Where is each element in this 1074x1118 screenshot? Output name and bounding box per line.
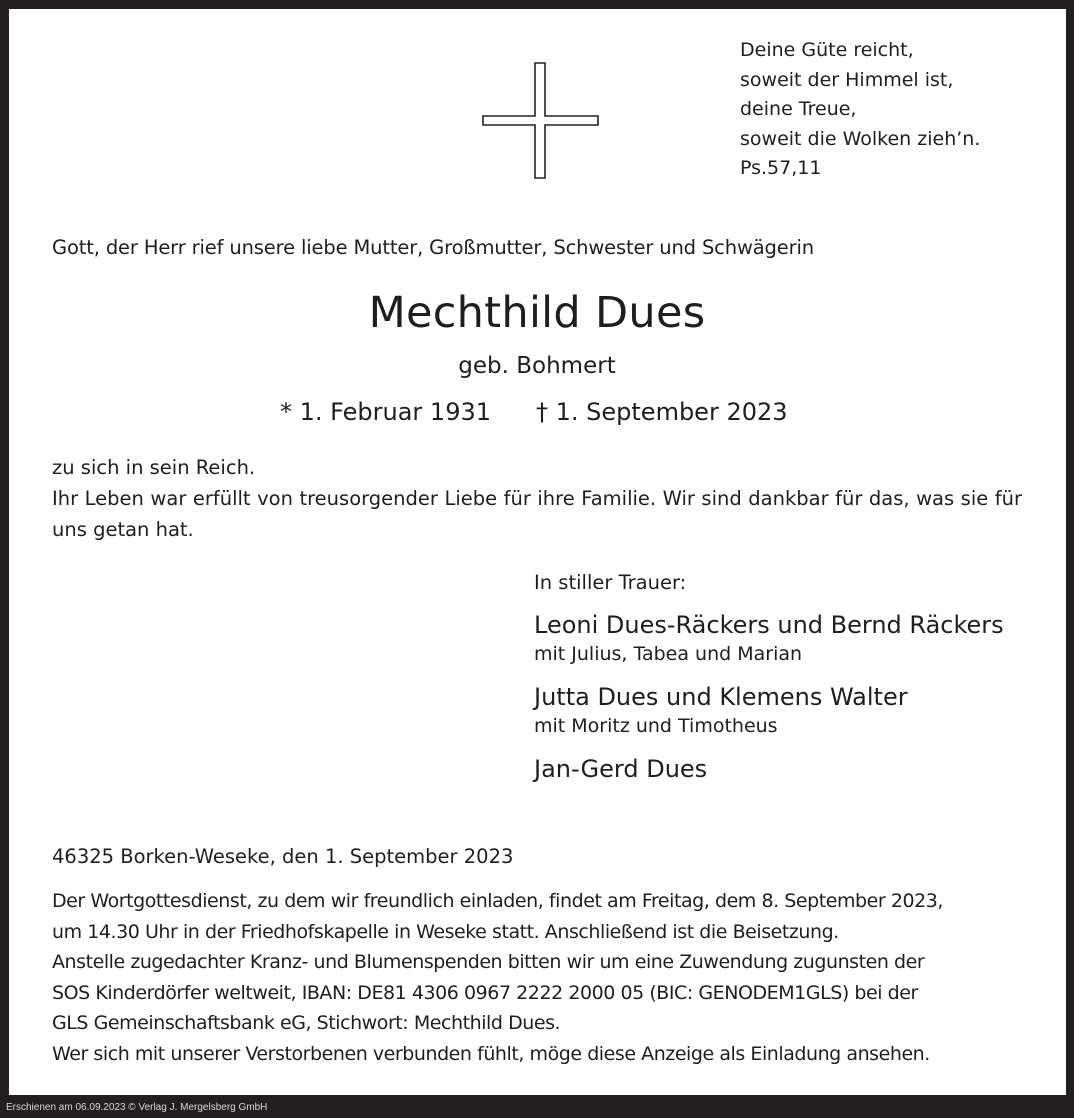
verse-reference: Ps.57,11 <box>740 157 822 179</box>
bible-verse <box>740 36 980 184</box>
maiden-name: geb. Bohmert <box>458 353 616 379</box>
mourner-name: Jan-Gerd Dues <box>534 755 708 783</box>
verse-line: deine Treue, <box>740 98 857 120</box>
service-line: SOS Kinderdörfer weltweit, IBAN: DE81 4306 0967 2222 2000 05 (BIC: GENODEM1GLS) bei der <box>52 981 918 1004</box>
mourner-name: Leoni Dues-Räckers und Bernd Räckers <box>534 611 1004 639</box>
place-date: 46325 Borken-Weseke, den 1. September 2023 <box>52 845 514 868</box>
service-info <box>52 886 1022 1069</box>
mourner-children: mit Moritz und Timotheus <box>534 715 778 737</box>
service-line: GLS Gemeinschaftsbank eG, Stichwort: Mechthild Dues. <box>52 1012 561 1034</box>
mourner-name: Jutta Dues und Klemens Walter <box>534 683 908 711</box>
body-text <box>52 452 1022 545</box>
deceased-name: Mechthild Dues <box>368 288 706 338</box>
service-line: Anstelle zugedachter Kranz- und Blumenspenden bitten wir um eine Zuwendung zugunsten der <box>52 951 925 973</box>
mourner-children: mit Julius, Tabea und Marian <box>534 643 803 665</box>
verse-line: Deine Güte reicht, <box>740 39 914 61</box>
verse-line: soweit der Himmel ist, <box>740 68 954 91</box>
mourners-block <box>534 568 1004 784</box>
cross-icon <box>482 62 600 180</box>
intro-text: Gott, der Herr rief unsere liebe Mutter, Großmutter, Schwester und Schwägerin <box>52 236 814 259</box>
mourners-label: In stiller Trauer: <box>534 571 687 594</box>
body-line: Ihr Leben war erfüllt von treusorgender Liebe für ihre Familie. Wir sind dankbar für das, was sie für uns getan hat. <box>52 487 1022 541</box>
service-line: um 14.30 Uhr in der Friedhofskapelle in Weseke statt. Anschließend ist die Beisetzung. <box>52 920 839 943</box>
birth-date: * 1. Februar 1931 <box>280 398 492 426</box>
publication-footer: Erschienen am 06.09.2023 © Verlag J. Mergelsberg GmbH <box>6 1102 268 1113</box>
verse-line: soweit die Wolken zieh’n. <box>740 127 981 150</box>
service-line: Der Wortgottesdienst, zu dem wir freundlich einladen, findet am Freitag, dem 8. September 2023, <box>52 890 943 912</box>
death-date: † 1. September 2023 <box>536 398 788 426</box>
body-line: zu sich in sein Reich. <box>52 456 256 479</box>
service-line: Wer sich mit unserer Verstorbenen verbunden fühlt, möge diese Anzeige als Einladung ansehen. <box>52 1042 930 1065</box>
